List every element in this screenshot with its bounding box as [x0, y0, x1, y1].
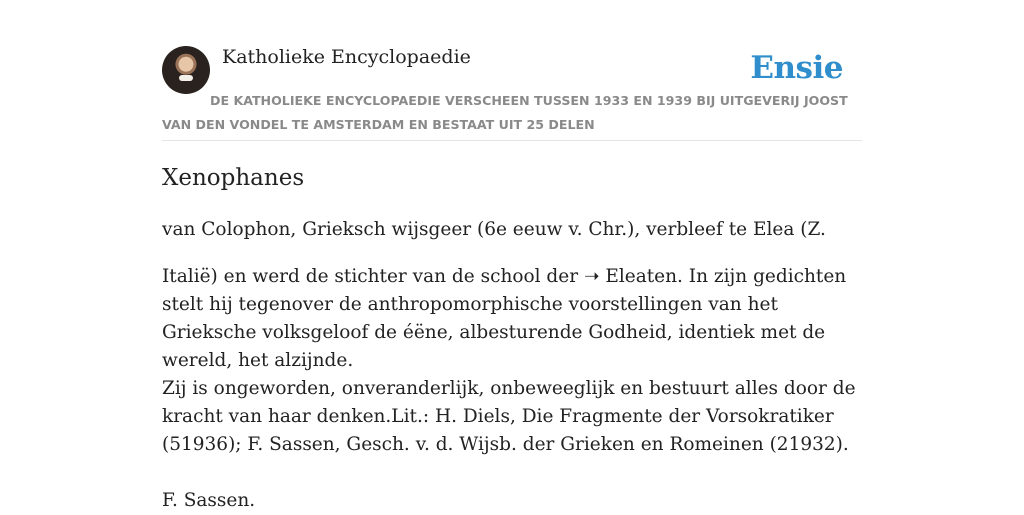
article [162, 162, 862, 511]
article-paragraph: Italië) en werd de stichter van de school der ➝ Eleaten. In zijn gedichten stelt hij tegenover de anthropomorphische voorstellingen van het Grieksche volksgeloof de éëne, albesturende Godheid, identiek met de wereld, het alzijnde. [162, 266, 847, 371]
article-paragraph: Zij is ongeworden, onveranderlijk, onbeweeglijk en bestuurt alles door de kracht van haar denken.Lit.: H. Diels, Die Fragmente der Vorsokratiker (51936); F. Sassen, Gesch. v. d. Wijsb. der Grieken en Romeinen (21932). [162, 378, 856, 455]
site-description: DE KATHOLIEKE ENCYCLOPAEDIE VERSCHEEN TUSSEN 1933 EN 1939 BIJ UITGEVERIJ JOOST VAN DEN VONDEL TE AMSTERDAM EN BESTAAT UIT 25 DELEN [162, 93, 848, 132]
site-title[interactable]: Katholieke Encyclopaedie [222, 46, 471, 68]
brand-logo[interactable]: Ensie [750, 50, 843, 86]
article-author: F. Sassen. [162, 490, 256, 511]
article-paragraph: van Colophon, Grieksch wijsgeer (6e eeuw v. Chr.), verbleef te Elea (Z. [162, 219, 826, 240]
site-header [162, 46, 862, 141]
article-title: Xenophanes [162, 165, 305, 191]
avatar[interactable] [162, 46, 210, 94]
